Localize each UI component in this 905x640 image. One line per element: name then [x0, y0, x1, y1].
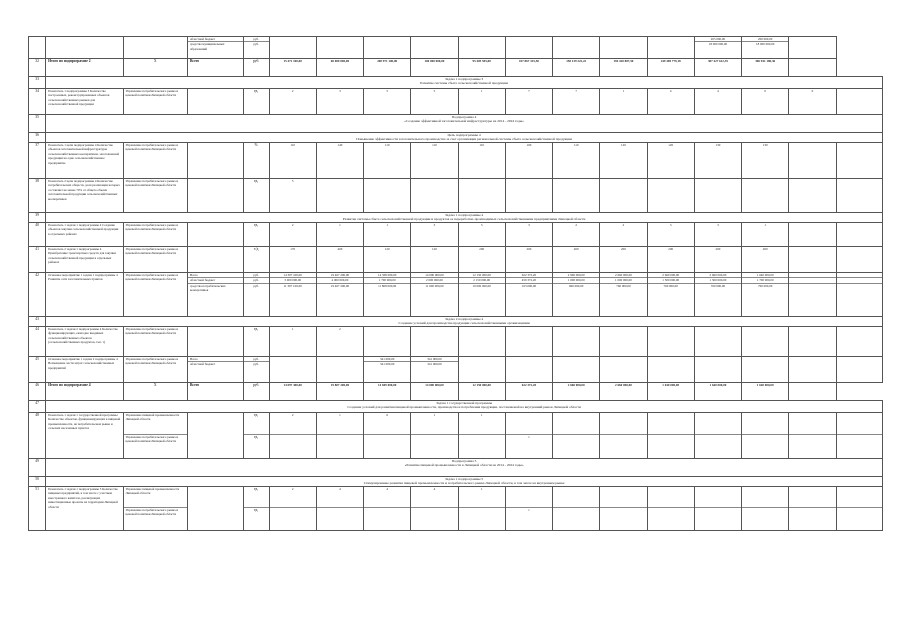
value-cell	[836, 143, 882, 179]
value-cell	[269, 37, 316, 59]
section-header-title: Подпрограмма 5	[451, 459, 477, 463]
value-cell: 3	[458, 223, 505, 247]
funding-source: областной бюджет средства муниципальных образований	[187, 37, 243, 59]
indicator-row: 44 Показатель 1 задачи 2 подпрограммы 4 Количество функционирующих, ежегодно вводимых сельскохозяйственных объектов (сельскохозяйственных продуктов, тыс. т) Управление потребительского рынка и ценовой политики Липецкой области ед. 1 2	[29, 327, 883, 357]
funding-sources: Всего областной бюджет средства потребительских кооперативов	[187, 273, 243, 317]
section-header	[46, 77, 883, 89]
value-cell: 120	[364, 247, 411, 273]
section-header-title: Задача 1 подпрограммы 4	[445, 213, 484, 217]
value-cell: 1	[458, 487, 505, 531]
value-cell	[694, 327, 741, 357]
value-cell	[789, 487, 836, 531]
value-cell: 100	[505, 143, 552, 179]
value-cell: 1	[505, 413, 552, 459]
value-cell	[600, 327, 647, 357]
value-cell	[647, 357, 694, 383]
value-cell: 14 508 000,00 1 700 000,00 11 808 000,00	[364, 273, 411, 317]
value-cell: 2	[269, 487, 316, 531]
value-cell	[316, 179, 363, 213]
value-cell: 2	[269, 223, 316, 247]
total-label: Итого по подпрограмме 4	[46, 383, 123, 401]
value-cell	[742, 327, 789, 357]
funding-row: 45 Основное мероприятие 1 задачи 2 подпрограммы 4 Возмещение части затрат сельскохозяйственных предприятий Управление потребительского рынка и ценовой политики Липецкой области Всего областной бюджет руб. руб. 341 000,00 341 000,00 341 000,00 341 000,00	[29, 357, 883, 383]
value-cell	[364, 37, 411, 59]
value-cell	[694, 413, 741, 459]
value-cell: 3	[316, 89, 363, 115]
value-cell: 194 420 807,50	[600, 59, 647, 77]
section-header-subtitle: Развитие системы сбыта сельскохозяйственной продукции и продуктов ее переработки, производимых сельскохозяйственными предприятиями Липецкой области	[342, 217, 586, 222]
value-cell	[647, 487, 694, 531]
value-cell: 1	[411, 413, 458, 459]
value-cell: 2 660 000,00 1 500 000,00 760 000,00	[647, 273, 694, 317]
value-cell	[364, 327, 411, 357]
value-cell: 1	[458, 413, 505, 459]
value-cell: 3	[694, 223, 741, 247]
value-cell	[600, 357, 647, 383]
section-header-subtitle: Развитие системы сбыта сельскохозяйственной продукции	[420, 81, 508, 86]
value-cell	[505, 37, 552, 59]
value-cell	[316, 357, 363, 383]
value-cell: 7	[505, 89, 552, 115]
value-cell: 140	[316, 143, 363, 179]
value-cell	[458, 179, 505, 213]
indicator-row: 40 Показатель 1 задачи 1 подпрограммы 4 Создание объектов закупки сельскохозяйственной продукции в отдельных районах Управление потребительского рынка и ценовой политики Липецкой области ед. 2 1 1 3 3 3 2 2 3 3 1	[29, 223, 883, 247]
section-header-row	[29, 477, 883, 487]
value-cell: 158 139 222,22	[553, 59, 600, 77]
value-cell	[694, 357, 741, 383]
value-cell: 4	[364, 487, 411, 531]
value-cell: 1	[600, 89, 647, 115]
indicator-row: 37 Показатель 1 цели подпрограммы 4 Количество объектов заготовительной инфраструктуры сельскохозяйственных кооперативов, заготовленной продукции на одно сельскохозяйственное предприятие Управление потребительского рынка и ценовой политики Липецкой области % 110 140 110 110 110 100 110 120 120 130 130	[29, 143, 883, 179]
row-number: 50	[29, 477, 46, 487]
value-cell: 14 000 000,00 2 000 000,00 11 000 000,00	[411, 273, 458, 317]
indicator-row: 38 Показатель 2 цели подпрограммы 4 Количество потребительских обществ, доля реализации которых составляет не менее 70% от общего объема заготовительной продукции сельскохозяйственных кооперативов Управление потребительского рынка и ценовой политики Липецкой области ед. 5	[29, 179, 883, 213]
value-cell: 130	[742, 143, 789, 179]
value-cell	[505, 327, 552, 357]
responsible-body: Управление потребительского рынка и ценовой политики Липецкой области	[123, 223, 187, 247]
value-cell: 2	[600, 223, 647, 247]
value-cell	[411, 179, 458, 213]
total-row: 46 Итого по подпрограмме 4 X Всего руб. 14 097 300,00 19 807 200,00 14 849 000,00 14 000 000,00 12 150 000,00 622 372,20 2 660 000,00 2 660 000,00 1 640 000,00 1 640 000,00 1 640 000,00	[29, 383, 883, 401]
value-cell	[742, 357, 789, 383]
value-cell: 200	[647, 247, 694, 273]
document-sheet	[28, 36, 883, 531]
responsible-body: Управление потребительского рынка и ценовой политики Липецкой области	[123, 327, 187, 357]
value-cell: 19 807 200,00	[316, 383, 363, 401]
indicator-row: 48 Показатель 1 задачи 1 государственной программы Количество объектов, функционирующих в пищевой промышленности, на потребительском рынке и сельских населенных пунктах Управление пищевой промышленности Липецкой области Управление потребительского рынка и ценовой политики Липецкой области ед. ед. 2 1 6 1 1 1	[29, 413, 883, 459]
value-cell	[789, 143, 836, 179]
activity-name: Основное мероприятие 1 задачи 1 подпрограммы 4 Развитие сети заготовительных пунктов	[46, 273, 123, 317]
value-cell	[836, 327, 882, 357]
value-cell	[694, 487, 741, 531]
value-cell	[742, 179, 789, 213]
value-cell: 200	[742, 247, 789, 273]
value-cell	[836, 247, 882, 273]
responsible-body: Управление потребительского рынка и ценовой политики Липецкой области	[123, 179, 187, 213]
section-header-title: Цель подпрограммы 4	[447, 133, 481, 137]
total-row: 32 Итого по подпрограмме 2 X Всего руб. 15 471 100,00 60 000 000,00 200 971 100,00 100 000 000,00 95 405 945,00 107 867 315,50 158 139 222,22 194 420 807,50 249 469 779,18 307 427 612,35 306 941 180,36	[29, 59, 883, 77]
value-cell	[789, 383, 836, 401]
value-cell	[364, 179, 411, 213]
value-cell	[647, 37, 694, 59]
row-number: 47	[29, 401, 46, 413]
section-header-title: Задача 1 подпрограммы 3	[445, 77, 484, 81]
value-cell: 14 000 000,00	[411, 383, 458, 401]
value-cell	[553, 179, 600, 213]
value-cell: 107 867 315,50	[505, 59, 552, 77]
value-cell: 110	[411, 143, 458, 179]
value-cell: 2 660 000,00	[600, 383, 647, 401]
value-cell: 307 427 612,35	[694, 59, 741, 77]
value-cell	[411, 37, 458, 59]
value-cell	[694, 179, 741, 213]
section-header-row	[29, 77, 883, 89]
section-header-title: Задача 1 подпрограммы 5	[445, 477, 484, 481]
value-cell: 110	[458, 143, 505, 179]
value-cell: 1 640 000,00 1 700 000,00 760 000,00	[742, 273, 789, 317]
value-cell	[836, 179, 882, 213]
row-number: 43	[29, 317, 46, 327]
section-header-subtitle: Создание условий для развития пищевой промышленности, производства и потребления продукции, поставляемой на внутренний рынок Липецкой области	[347, 405, 581, 410]
value-cell: 2 660 000,00	[553, 383, 600, 401]
indicator-row: 51 Показатель 1 задачи 1 подпрограммы 5 Количество пищевых предприятий, в том числе с участием иностранного капитала, реализующих инвестиционные проекты на территории Липецкой области Управление пищевой промышленности Липецкой области Управление потребительского рынка и ценовой политики Липецкой области ед. ед. 2 4 4 4 1 1	[29, 487, 883, 531]
section-header-row	[29, 317, 883, 327]
value-cell: 5	[364, 89, 411, 115]
value-cell	[553, 327, 600, 357]
value-cell: 6	[364, 413, 411, 459]
section-header-row	[29, 213, 883, 223]
value-cell: 5	[269, 179, 316, 213]
value-cell	[742, 487, 789, 531]
value-cell: 3	[647, 223, 694, 247]
value-cell: 341 000,00 341 000,00	[364, 357, 411, 383]
value-cell	[789, 327, 836, 357]
row-number: 39	[29, 213, 46, 223]
section-header-subtitle: «Создание эффективной заготовительной инфраструктуры на 2014 - 2024 годы»	[404, 119, 524, 124]
value-cell	[647, 413, 694, 459]
value-cell	[553, 487, 600, 531]
value-cell: 2	[269, 413, 316, 459]
responsible-body: Управление потребительского рынка и ценовой политики Липецкой области	[123, 143, 187, 179]
value-cell: 170	[269, 247, 316, 273]
value-cell: 120	[600, 143, 647, 179]
value-cell: 622 372,20 459 372,20 163 000,00	[505, 273, 552, 317]
value-cell: 2 660 000,00 1 000 000,00 760 000,00	[600, 273, 647, 317]
value-cell: 110	[553, 143, 600, 179]
value-cell	[269, 357, 316, 383]
row-number: 36	[29, 133, 46, 143]
indicator-name: Показатель 2 цели подпрограммы 4 Количество потребительских обществ, доля реализации которых составляет не менее 70% от общего объема заготовительной продукции сельскохозяйственных кооперативов	[46, 179, 123, 213]
section-header-row	[29, 115, 883, 133]
value-cell: 1 640 000,00	[647, 383, 694, 401]
value-cell	[789, 247, 836, 273]
value-cell: 200	[600, 247, 647, 273]
value-cell: 14 307 100,00 3 000 000,00 11 307 100,00	[269, 273, 316, 317]
value-cell: 341 000,00 341 000,00	[411, 357, 458, 383]
value-cell: 4	[316, 487, 363, 531]
value-cell: 622 372,20	[505, 383, 552, 401]
value-cell	[836, 89, 882, 115]
section-header	[46, 133, 883, 143]
program-table	[28, 36, 883, 531]
section-header	[46, 213, 883, 223]
value-cell: 5	[411, 89, 458, 115]
value-cell: 200 000,00 18 000 000,00	[742, 37, 789, 59]
value-cell: 60 000 000,00	[316, 59, 363, 77]
value-cell: 0	[742, 89, 789, 115]
section-header	[46, 401, 883, 413]
value-cell: 249 469 779,18	[647, 59, 694, 77]
value-cell	[553, 357, 600, 383]
row-number: 49	[29, 459, 46, 477]
indicator-name: Показатель 1 задачи 2 подпрограммы 4 Количество функционирующих, ежегодно вводимых сельскохозяйственных объектов (сельскохозяйственных продуктов, тыс. т)	[46, 327, 123, 357]
value-cell: 2 960 000,00 1 000 000,00 960 000,00	[553, 273, 600, 317]
value-cell: 7	[553, 89, 600, 115]
responsible-body: Управление потребительского рынка и ценовой политики Липецкой области	[123, 247, 187, 273]
value-cell	[789, 273, 836, 317]
total-label: Итого по подпрограмме 2	[46, 59, 123, 77]
value-cell: 15 471 100,00	[269, 59, 316, 77]
value-cell: 200	[505, 247, 552, 273]
responsible-body: Управление потребительского рынка и ценовой политики Липецкой области	[123, 273, 187, 317]
value-cell	[505, 179, 552, 213]
value-cell: 1 640 000,00	[742, 383, 789, 401]
value-cell: 2	[269, 89, 316, 115]
value-cell	[789, 223, 836, 247]
value-cell: 3	[505, 223, 552, 247]
value-cell: 120	[647, 143, 694, 179]
value-cell: 12 150 000,00 2 150 000,00 10 000 000,00	[458, 273, 505, 317]
value-cell: 0	[789, 89, 836, 115]
value-cell: 400	[316, 247, 363, 273]
value-cell	[600, 413, 647, 459]
value-cell: 110	[269, 143, 316, 179]
value-cell	[316, 37, 363, 59]
indicator-row: 41 Показатель 2 задачи 1 подпрограммы 4 Приобретение транспортных средств для закупки сельскохозяйственной продукции в отдельных районах Управление потребительского рынка и ценовой политики Липецкой области т/д 170 400 120 120 200 200 200 200 200 200 200	[29, 247, 883, 273]
value-cell	[836, 223, 882, 247]
section-header-row	[29, 459, 883, 477]
value-cell	[553, 37, 600, 59]
value-cell: 1	[316, 223, 363, 247]
value-cell	[600, 487, 647, 531]
section-header-subtitle: Стимулирование развития пищевой промышленности и потребительского рынка Липецкой области, в том числе на внутреннем рынке	[363, 481, 565, 486]
section-header	[46, 317, 883, 327]
value-cell: 100 000 000,00	[411, 59, 458, 77]
section-header-row	[29, 401, 883, 413]
value-cell	[836, 487, 882, 531]
value-cell	[647, 327, 694, 357]
value-cell: 1	[742, 223, 789, 247]
value-cell	[458, 327, 505, 357]
section-header-title: Задача 1 государственной программы	[436, 401, 493, 405]
value-cell: 1 640 000,00	[694, 383, 741, 401]
value-cell: 1	[316, 413, 363, 459]
indicator-name: Показатель 1 задачи 1 подпрограммы 4 Создание объектов закупки сельскохозяйственной продукции в отдельных районах	[46, 223, 123, 247]
value-cell: 2	[316, 327, 363, 357]
value-cell	[553, 413, 600, 459]
value-cell: 200	[553, 247, 600, 273]
value-cell: 130	[694, 143, 741, 179]
responsible-body: Управление потребительского рынка и ценовой политики Липецкой области	[123, 89, 187, 115]
section-header	[46, 459, 883, 477]
section-header-subtitle: Повышение эффективности заготовительного производства за счет организации региональной системы сбыта сельскохозяйственной продукции	[356, 137, 572, 142]
value-cell: 95 405 945,00	[458, 59, 505, 77]
value-cell: 14 849 000,00	[364, 383, 411, 401]
value-cell	[600, 179, 647, 213]
funding-row: 42 Основное мероприятие 1 задачи 1 подпрограммы 4 Развитие сети заготовительных пунктов Управление потребительского рынка и ценовой политики Липецкой области Всего областной бюджет средства потребительских кооперативов руб. руб. руб. 14 307 100,00 3 000 000,00 11 307 100,00 19 467 200,00 4 000 000,00 19 467 200,00 14 508 000,00 1 700 000,00 11 808 000,00 14 000 000,00 2 000 000,00 11 000 000,00 12 150 000,00 2 150 000,00 10 000 000,00 622 372,20 459 372,20 163 000,00 2 960 000,00 1 000 000,00 960 000,00 2 660 000,00 1 000 000,00 760 000,00 2 660 000,00 1 500 000,00 760 000,00 2 660 000,00 1 500 000,00 760 000,00 1 640 000,00 1 700 000,00 760 000,00	[29, 273, 883, 317]
carryover-row: областной бюджет средства муниципальных образований руб. руб. 205 000,00 18 000 000,00 200 000,00 18 000 000,00	[29, 37, 883, 59]
value-cell: 205 000,00 18 000 000,00	[694, 37, 741, 59]
value-cell	[789, 59, 836, 77]
value-cell: 4	[647, 89, 694, 115]
value-cell: 1	[458, 89, 505, 115]
value-cell: 2	[553, 223, 600, 247]
value-cell: 12 150 000,00	[458, 383, 505, 401]
value-cell: 200	[458, 247, 505, 273]
value-cell: 120	[411, 247, 458, 273]
value-cell: 200 971 100,00	[364, 59, 411, 77]
value-cell	[411, 327, 458, 357]
value-cell: 110	[364, 143, 411, 179]
section-header	[46, 477, 883, 487]
value-cell: 1	[364, 223, 411, 247]
indicator-name: Показатель 1 подпрограммы 3 Количество построенных, реконструированных объектов сельскохозяйственных рынков для сельскохозяйственной продукции	[46, 89, 123, 115]
value-cell: 2 660 000,00 1 500 000,00 760 000,00	[694, 273, 741, 317]
value-cell	[789, 179, 836, 213]
value-cell: 306 941 180,36	[742, 59, 789, 77]
value-cell	[742, 413, 789, 459]
value-cell	[458, 357, 505, 383]
value-cell	[647, 179, 694, 213]
indicator-name: Показатель 1 цели подпрограммы 4 Количество объектов заготовительной инфраструктуры сельскохозяйственных кооперативов, заготовленной продукции на одно сельскохозяйственное предприятие	[46, 143, 123, 179]
row-number: 35	[29, 115, 46, 133]
indicator-row: 34 Показатель 1 подпрограммы 3 Количество построенных, реконструированных объектов сельскохозяйственных рынков для сельскохозяйственной продукции Управление потребительского рынка и ценовой политики Липецкой области ед. 2 3 5 5 1 7 7 1 4 4 0 0	[29, 89, 883, 115]
section-header-title: Подпрограмма 4	[451, 115, 477, 119]
value-cell	[789, 357, 836, 383]
indicator-name: Показатель 2 задачи 1 подпрограммы 4 Приобретение транспортных средств для закупки сельскохозяйственной продукции в отдельных районах	[46, 247, 123, 273]
value-cell: 3	[411, 223, 458, 247]
section-header-title: Задача 2 подпрограммы 4	[445, 317, 484, 321]
value-cell: 1	[505, 487, 552, 531]
section-header	[46, 115, 883, 133]
value-cell	[505, 357, 552, 383]
row-number: 33	[29, 77, 46, 89]
section-header-subtitle: Создание условий для производства продукции сельскохозяйственными организациями	[398, 321, 530, 326]
section-header-row	[29, 133, 883, 143]
value-cell	[458, 37, 505, 59]
value-cell	[836, 273, 882, 317]
value-cell: 4	[694, 89, 741, 115]
value-cell	[600, 37, 647, 59]
value-cell: 14 097 300,00	[269, 383, 316, 401]
value-cell: 19 467 200,00 4 000 000,00 19 467 200,00	[316, 273, 363, 317]
value-cell	[836, 413, 882, 459]
section-header-subtitle: «Развитие пищевой промышленности в Липецкой области на 2014 - 2024 годы»	[404, 463, 524, 468]
value-cell: 200	[694, 247, 741, 273]
value-cell	[836, 357, 882, 383]
value-cell: 4	[411, 487, 458, 531]
value-cell	[789, 413, 836, 459]
value-cell: 1	[269, 327, 316, 357]
